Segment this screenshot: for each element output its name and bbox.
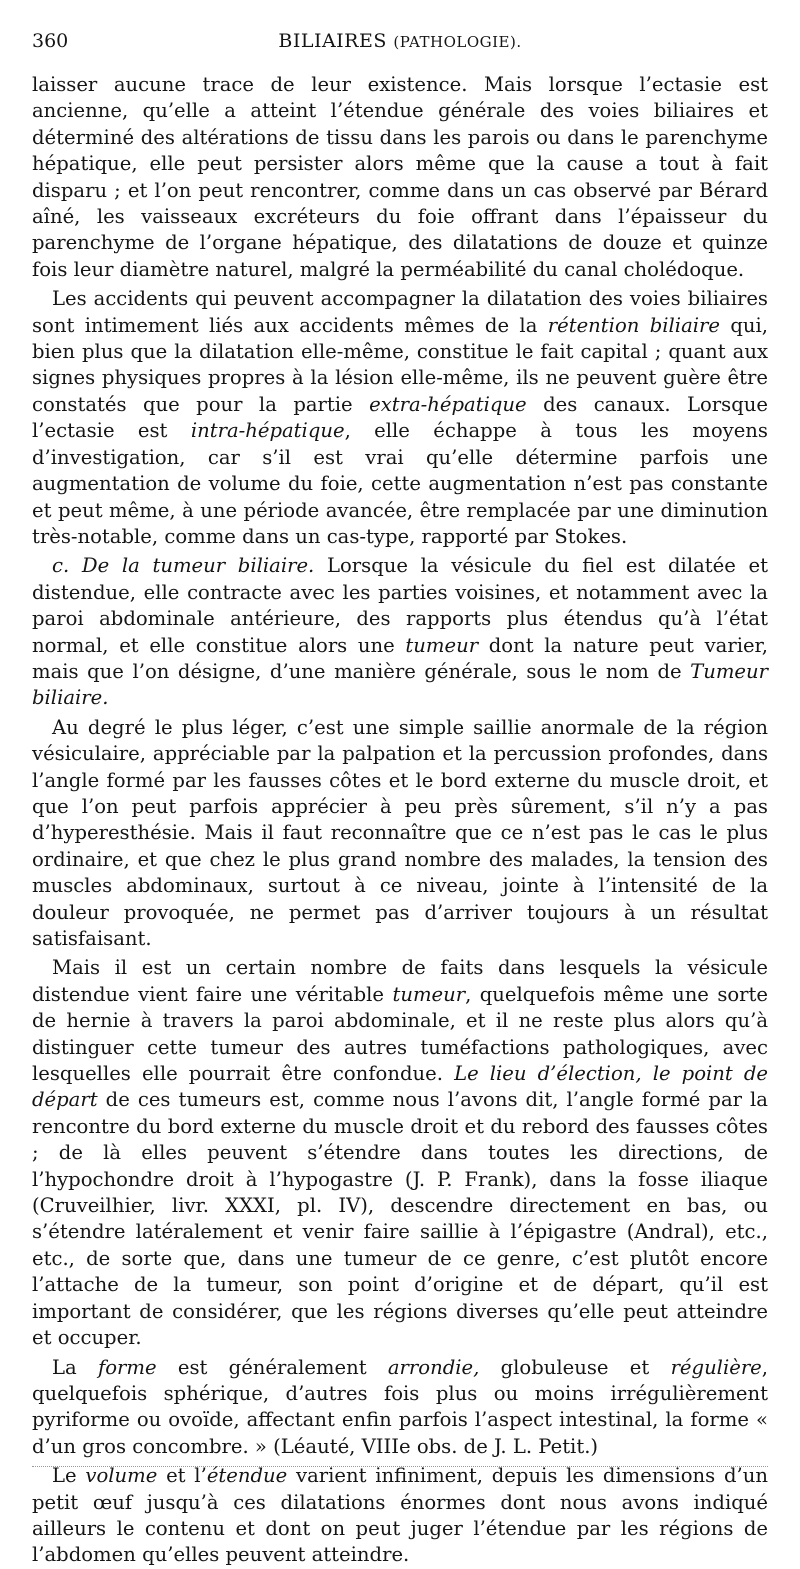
text-segment: et l’ [157,1464,207,1488]
paragraph [32,955,768,1351]
italic-text: Le lieu d’élection, le point de départ [32,1062,768,1112]
text-segment: des canaux. Lorsque l’ectasie est [32,392,768,443]
text-segment: varient infiniment, depuis les dimensions d’un petit œuf jusqu’à ces dilatations énormes dont nous avons indiqué ailleurs le contenu et dont on peut juger l’étendue par les régions de l’abdomen qu’elles peuvent atteindre. [32,1464,768,1567]
paragraph [32,286,768,550]
running-head [32,30,768,52]
paragraph [32,1355,768,1461]
running-head-subtitle: (PATHOLOGIE). [393,33,522,51]
text-segment: Mais il est un certain nombre de faits dans lesquels la vésicule distendue vient faire une véritable [32,956,768,1006]
italic-text: extra-hépatique [369,392,527,416]
italic-text: tumeur [392,982,466,1006]
text-segment: Les accidents qui peuvent accompagner la dilatation des voies biliaires sont intimement liés aux accidents mêmes de la [32,287,768,337]
text-segment: La [52,1355,98,1379]
paragraph [32,553,768,711]
italic-text: régulière [670,1355,762,1379]
paragraph [32,72,768,283]
italic-text: forme [97,1355,157,1379]
italic-text: intra-hépatique [190,419,345,443]
text-segment: , elle échappe à tous les moyens d’investigation, car s’il est vrai qu’elle détermine parfois une augmentation de volume du foie, cette augmentation n’est pas constante et peut même, à une période avancée, être remplacée par une diminution très-notable, comme dans un cas-type, rapporté par Stokes. [32,419,768,548]
italic-text: rétention biliaire [547,313,720,337]
text-segment: Lorsque la vésicule du fiel est dilatée et distendue, elle contracte avec les parties voisines, et notamment avec la paroi abdominale antérieure, des rapports plus étendus qu’à l’état normal, et elle constitue alors une [32,554,768,657]
text-segment: , quelquefois même une sorte de hernie à travers la paroi abdominale, et il ne reste plus alors qu’à distinguer cette tumeur des autres tuméfactions pathologiques, avec lesquelles elle pourrait être confondue. [32,982,769,1086]
text-segment: laisser aucune trace de leur existence. Mais lorsque l’ectasie est ancienne, qu’elle a atteint l’étendue générale des voies biliaires et déterminé des altérations de tissu dans les parois ou dans le parenchyme hépatique, elle peut persister alors même que la cause a tout à fait disparu ; et l’on peut rencontrer, comme dans un cas observé par Bérard aîné, les vaisseaux excréteurs du foie offrant dans l’épaisseur du parenchyme de l’organe hépatique, des dilatations de douze et quinze fois leur diamètre naturel, malgré la perméabilité du canal cholédoque. [32,73,768,281]
italic-text: arrondie, [387,1355,480,1379]
italic-text: tumeur [405,633,479,657]
text-segment: globuleuse et [479,1355,671,1379]
paragraph [32,1463,768,1569]
text-segment: de ces tumeurs est, comme nous l’avons dit, l’angle formé par la rencontre du bord externe du muscle droit et du rebord des fausses côtes ; de là elles peuvent s’étendre dans toutes les directions, de l’hypochondre droit à l’hypogastre (J. P. Frank), dans la fosse iliaque (Cruveilhier, livr. XXXI, pl. IV), descendre directement en bas, ou s’étendre latéralement et venir faire saillie à l’épigastre (Andral), etc., etc., de sorte que, dans une tumeur de ce genre, c’est plutôt encore l’attache de la tumeur, son point d’origine et de départ, qu’il est important de considérer, que les régions diverses qu’elle peut atteindre et occuper. [32,1088,768,1350]
italic-text: Tumeur biliaire. [32,659,768,710]
italic-text: étendue [206,1464,288,1488]
text-segment: est généralement [156,1355,388,1379]
text-segment: Le [52,1464,86,1488]
page-number: 360 [32,30,69,52]
page-header [32,30,768,72]
text-segment: Au degré le plus léger, c’est une simple saillie anormale de la région vésiculaire, appréciable par la palpation et la percussion profondes, dans l’angle formé par les fausses côtes et le bord externe du muscle droit, et que l’on peut parfois apprécier à peu près sûrement, s’il n’y a pas d’hyperesthésie. Mais il faut reconnaître que ce n’est pas le cas le plus ordinaire, et que chez le plus grand nombre des malades, la tension des muscles abdominaux, surtout à ce niveau, jointe à l’intensité de la douleur provoquée, ne permet pas d’arriver toujours à un résultat satisfaisant. [32,715,768,950]
body-text [32,72,768,1569]
running-head-title: BILIAIRES [278,30,387,52]
paragraph [32,715,768,953]
bottom-rule [32,1466,768,1467]
text-segment: qui, bien plus que la dilatation elle-même, constitue le fait capital ; quant aux signes physiques propres à la lésion elle-même, ils ne peuvent guère être constatés que pour la partie [32,313,769,416]
text-segment: dont la nature peut varier, mais que l’on désigne, d’une manière générale, sous le nom de [32,633,769,683]
text-segment: , quelquefois sphérique, d’autres fois plus ou moins irrégulièrement pyriforme ou ovoïde, affectant enfin parfois l’aspect intestinal, la forme « d’un gros concombre. » (Léauté, VIIIe obs. de J. L. Petit.) [32,1355,769,1458]
italic-text: c. De la tumeur biliaire. [52,554,315,578]
italic-text: volume [85,1464,158,1488]
